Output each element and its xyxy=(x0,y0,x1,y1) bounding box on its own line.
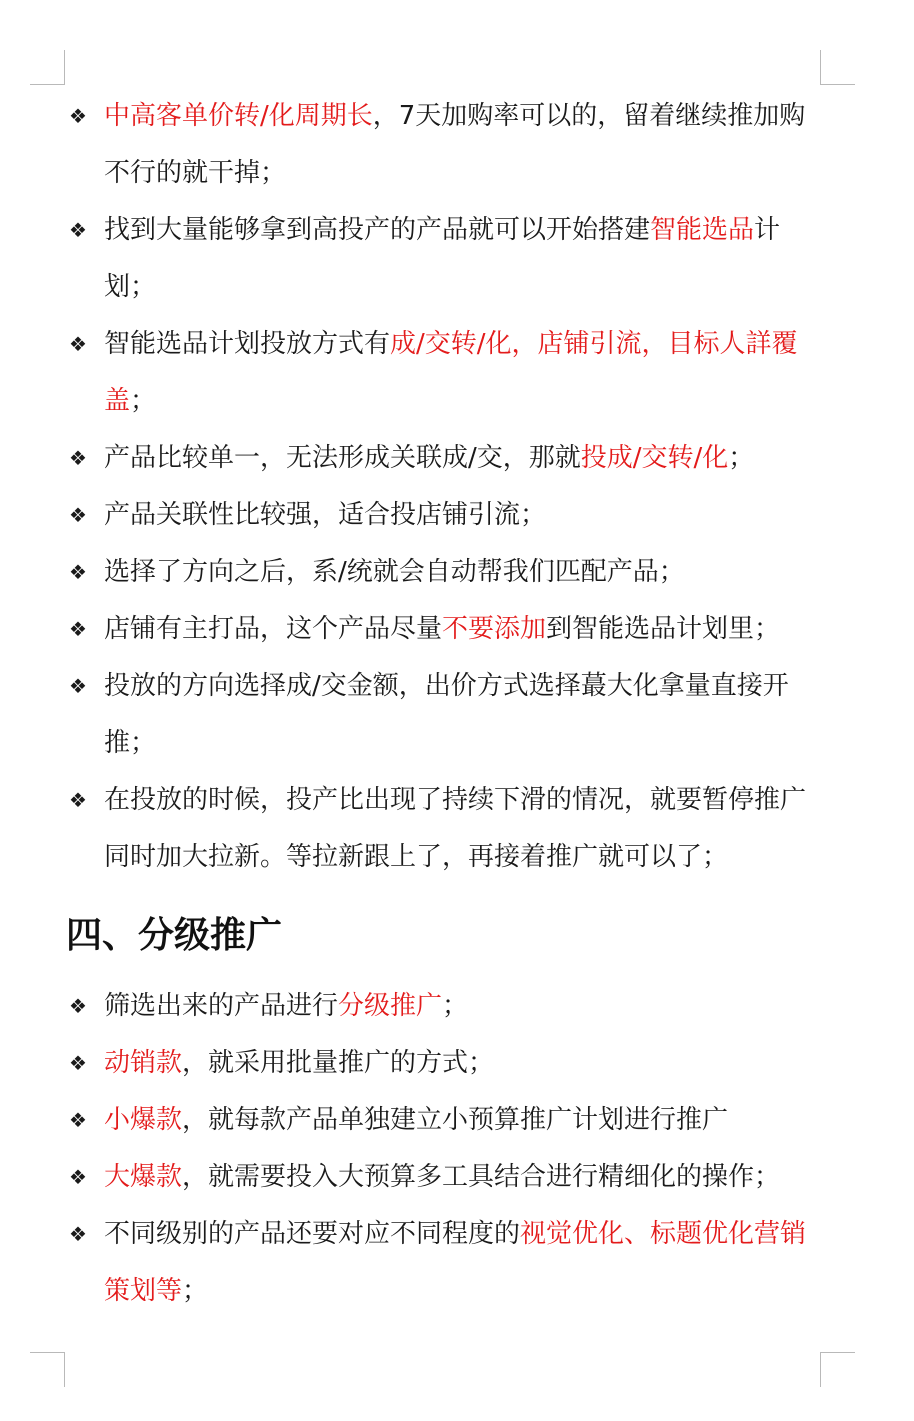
highlighted-text: 智能选品 xyxy=(650,215,755,245)
body-text: 店铺有主打品，这个产品尽量 xyxy=(104,614,443,644)
list-item xyxy=(66,88,826,202)
highlighted-text: 不要添加 xyxy=(442,614,547,644)
diamond-bullet-icon: ❖ xyxy=(69,446,87,470)
body-text: 在投放的时候，投产比出现了持续下滑的情况，就要暂停推广同时加大拉新。等拉新跟上了，再接着推广就可以了； xyxy=(104,785,807,872)
list-item xyxy=(66,487,826,544)
list-item xyxy=(66,544,826,601)
body-text: 计划； xyxy=(104,215,781,302)
diamond-bullet-icon: ❖ xyxy=(69,1165,87,1189)
list-item xyxy=(66,601,826,658)
highlighted-text: 视觉优化、标题优化营销策划等 xyxy=(104,1219,807,1306)
highlighted-text: 动销款 xyxy=(104,1048,183,1078)
body-text: 找到大量能够拿到高投产的产品就可以开始搭建 xyxy=(104,215,651,245)
diamond-bullet-icon: ❖ xyxy=(69,617,87,641)
body-text: 不同级别的产品还要对应不同程度的 xyxy=(104,1219,521,1249)
diamond-bullet-icon: ❖ xyxy=(69,1222,87,1246)
body-text: 选择了方向之后，系/统就会自动帮我们匹配产品； xyxy=(104,557,685,587)
list-item xyxy=(66,978,826,1035)
body-text: ，就每款产品单独建立小预算推广计划进行推广 xyxy=(182,1105,729,1135)
highlighted-text: 投成/交转/化 xyxy=(580,443,729,473)
body-text: 智能选品计划投放方式有 xyxy=(104,329,391,359)
highlighted-text: 中高客单价转/化周期长 xyxy=(104,101,373,131)
body-text: 投放的方向选择成/交金额，出价方式选择蕞大化拿量直接开推； xyxy=(104,671,789,758)
page-corner-mark-top-right xyxy=(820,50,855,85)
document-body xyxy=(66,88,826,1320)
bullet-list-strategy xyxy=(66,88,826,886)
body-text: 产品关联性比较强，适合投店铺引流； xyxy=(104,500,547,530)
list-item xyxy=(66,658,826,772)
highlighted-text: 分级推广 xyxy=(338,991,443,1021)
body-text: 到智能选品计划里； xyxy=(546,614,781,644)
body-text: ； xyxy=(728,443,755,473)
body-text: ，就需要投入大预算多工具结合进行精细化的操作； xyxy=(182,1162,781,1192)
diamond-bullet-icon: ❖ xyxy=(69,788,87,812)
bullet-list-tiered-promotion xyxy=(66,978,826,1320)
page-corner-mark-top-left xyxy=(30,50,65,85)
body-text: ，7天加购率可以的，留着继续推加购不行的就干掉； xyxy=(104,101,806,188)
list-item xyxy=(66,1206,826,1320)
body-text: ； xyxy=(442,991,469,1021)
diamond-bullet-icon: ❖ xyxy=(69,1108,87,1132)
highlighted-text: 大爆款 xyxy=(104,1162,183,1192)
body-text: ，就采用批量推广的方式； xyxy=(182,1048,495,1078)
highlighted-text: 成/交转/化，店铺引流，目标人詳覆盖 xyxy=(104,329,798,416)
page-corner-mark-bottom-right xyxy=(820,1352,855,1387)
section-heading: 四、分级推广 xyxy=(66,915,283,956)
diamond-bullet-icon: ❖ xyxy=(69,1051,87,1075)
list-item xyxy=(66,430,826,487)
diamond-bullet-icon: ❖ xyxy=(69,560,87,584)
body-text: ； xyxy=(182,1276,209,1306)
list-item xyxy=(66,1035,826,1092)
diamond-bullet-icon: ❖ xyxy=(69,503,87,527)
diamond-bullet-icon: ❖ xyxy=(69,994,87,1018)
body-text: 产品比较单一，无法形成关联成/交，那就 xyxy=(104,443,581,473)
list-item xyxy=(66,772,826,886)
list-item xyxy=(66,202,826,316)
list-item xyxy=(66,1092,826,1149)
list-item xyxy=(66,1149,826,1206)
highlighted-text: 小爆款 xyxy=(104,1105,183,1135)
diamond-bullet-icon: ❖ xyxy=(69,674,87,698)
diamond-bullet-icon: ❖ xyxy=(69,104,87,128)
body-text: 筛选出来的产品进行 xyxy=(104,991,339,1021)
page-corner-mark-bottom-left xyxy=(30,1352,65,1387)
diamond-bullet-icon: ❖ xyxy=(69,332,87,356)
diamond-bullet-icon: ❖ xyxy=(69,218,87,242)
body-text: ； xyxy=(130,386,157,416)
list-item xyxy=(66,316,826,430)
